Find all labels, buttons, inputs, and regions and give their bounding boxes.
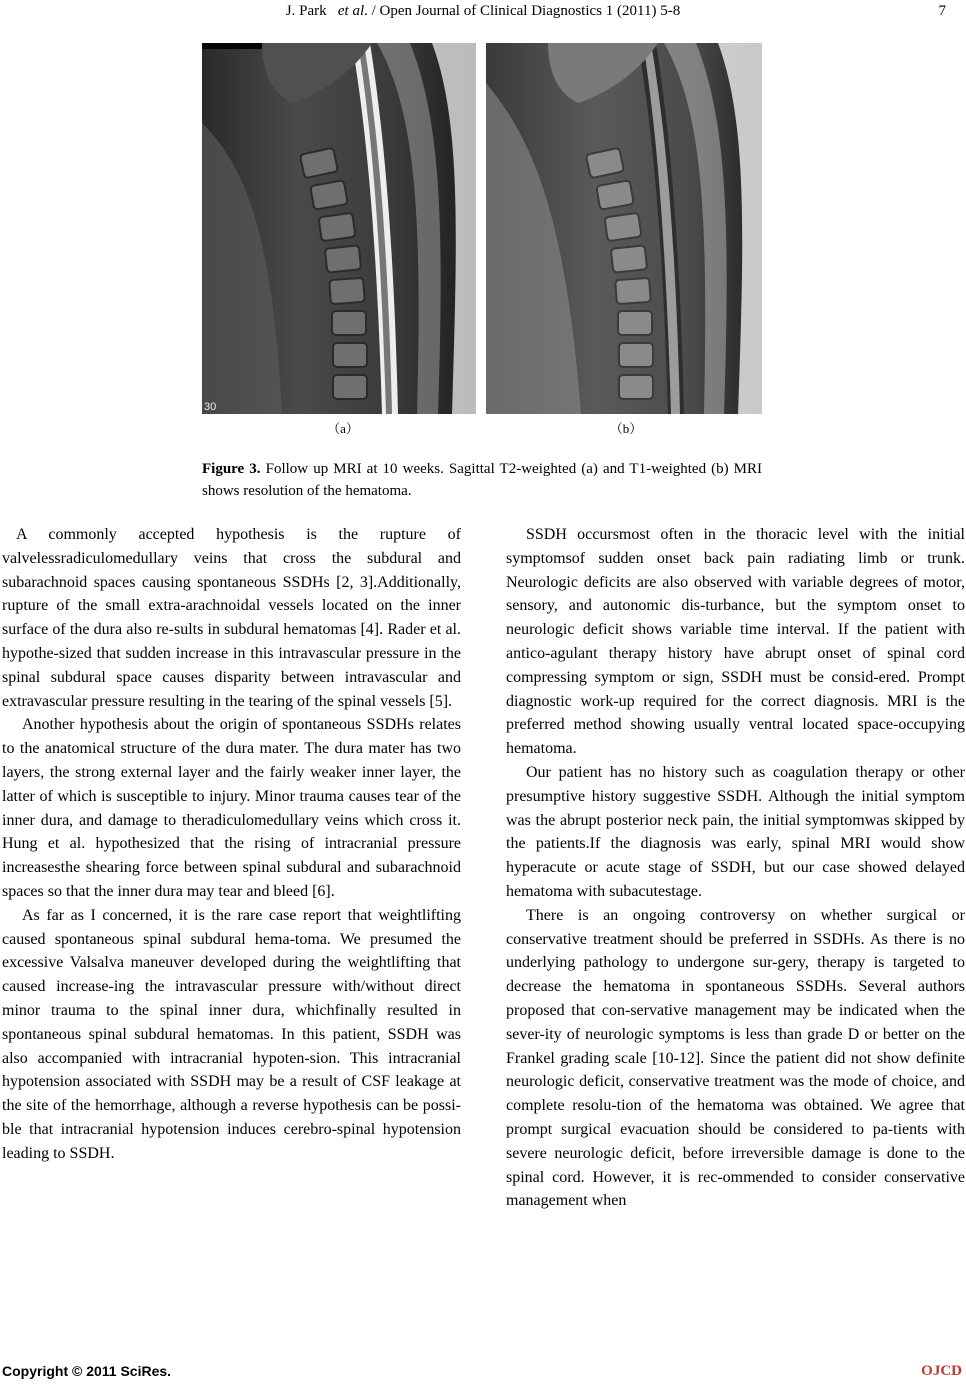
mri-overlay-number: 30 xyxy=(204,401,217,413)
paragraph: Another hypothesis about the origin of spontaneous SSDHs relates to the anatomical structure of the dura mater. The dura mater has two layers, the strong external layer and the fairly weaker inner layer, the latter of which is susceptible to injury. Minor trauma causes tear of the inner dura, and damage to theradiculomedullary veins which cross it. Hung et al. hypothesized that the rising of intracranial pressure increasesthe shearing force between spinal subdural and subarachnoid spaces so that the inner dura may tear and bleed [6]. xyxy=(2,716,461,900)
mri-image-t1 xyxy=(486,43,762,414)
panel-a-label: （a） xyxy=(327,421,359,436)
paragraph: SSDH occursmost often in the thoracic level with the initial symptomsof sudden onset back pain radiating limb or trunk. Neurologic deficits are also observed with variable degrees of motor, sensory, and autonomic dis-turbance, but the symptom onset to neurologic deficit shows variable time interval. If the patient with antico-agulant therapy history have abrupt onset of spinal cord compressing symptom or sign, SSDH must be consid-ered. Prompt diagnostic work-up required for the correct diagnosis. MRI is the preferred method showing usually ventral located space-occupying hematoma. xyxy=(506,526,965,758)
caption-label: Figure 3. xyxy=(202,461,261,477)
page-number: 7 xyxy=(938,3,946,19)
right-column xyxy=(506,523,965,1213)
running-head xyxy=(0,2,966,20)
caption-text: Follow up MRI at 10 weeks. Sagittal T2-weighted (a) and T1-weighted (b) MRI shows resolution of the hematoma. xyxy=(202,461,763,499)
paragraph: As far as I concerned, it is the rare case report that weightlifting caused spontaneous spinal subdural hema-toma. We presumed the excessive Valsalva maneuver developed during the weightlifting that caused increase-ing the intravascular pressure with/without direct minor trauma to the spinal inner dura, whichfinally resulted in spontaneous spinal subdural hematomas. In this patient, SSDH was also accompanied with intracranial hypoten-sion. This intracranial hypotension associated with SSDH may be a result of CSF leakage at the site of the hemorrhage, although a reverse hypothesis can be possi-ble that intracranial hypotension induces cerebro-spinal hypotension leading to SSDH. xyxy=(2,906,461,1162)
figure-caption xyxy=(202,458,762,502)
left-column xyxy=(2,523,461,1166)
header-etal: et al xyxy=(337,3,365,19)
footer-journal-abbr: OJCD xyxy=(921,1363,962,1379)
paragraph: There is an ongoing controversy on whether surgical or conservative treatment should be preferred in SSDHs. As there is no underlying pathology to undergone sur-gery, therapy is targeted to decrease the hematoma in spontaneous SSDHs. Several authors proposed that con-servative management may be indicated when the sever-ity of neurologic symptoms is less than grade D or better on the Frankel grading scale [10-12]. Since the patient did not show definite neurologic deficit, conservative treatment was the mode of choice, and complete resolu-tion of the hematoma was obtained. We agree that prompt surgical evacuation should be considered to pa-tients with severe neurologic deficit, before irreversible damage is done to the spinal cord. However, it is rec-ommended to consider conservative management when xyxy=(506,906,965,1210)
header-journal: . / Open Journal of Clinical Diagnostics 1 (2011) 5-8 xyxy=(364,3,681,19)
panel-b-label: （b） xyxy=(609,421,643,436)
mri-image-t2 xyxy=(202,43,476,414)
paragraph: A commonly accepted hypothesis is the rupture of valvelessradiculomedullary veins that cross the subdural and subarachnoid spaces causing spontaneous SSDHs [2, 3].Additionally, rupture of the small extra-arachnoidal vessels located on the inner surface of the dura also re-sults in subdural hematomas [4]. Rader et al. hypothe-sized that sudden increase in this intravascular pressure in the spinal subdural space causes disparity between intravascular and extravascular pressure resulting in the tearing of the spinal vessels [5]. xyxy=(2,526,461,710)
footer-copyright: Copyright © 2011 SciRes. xyxy=(2,1363,172,1379)
paragraph: Our patient has no history such as coagulation therapy or other presumptive history suggestive SSDH. Although the initial symptom was the abrupt posterior neck pain, the initial symptomwas skipped by the patients.If the diagnosis was early, spinal MRI would show hyperacute or acute stage of SSDH, but our case showed delayed hematoma with subacutestage. xyxy=(506,763,965,900)
header-authors: J. Park xyxy=(285,3,327,19)
